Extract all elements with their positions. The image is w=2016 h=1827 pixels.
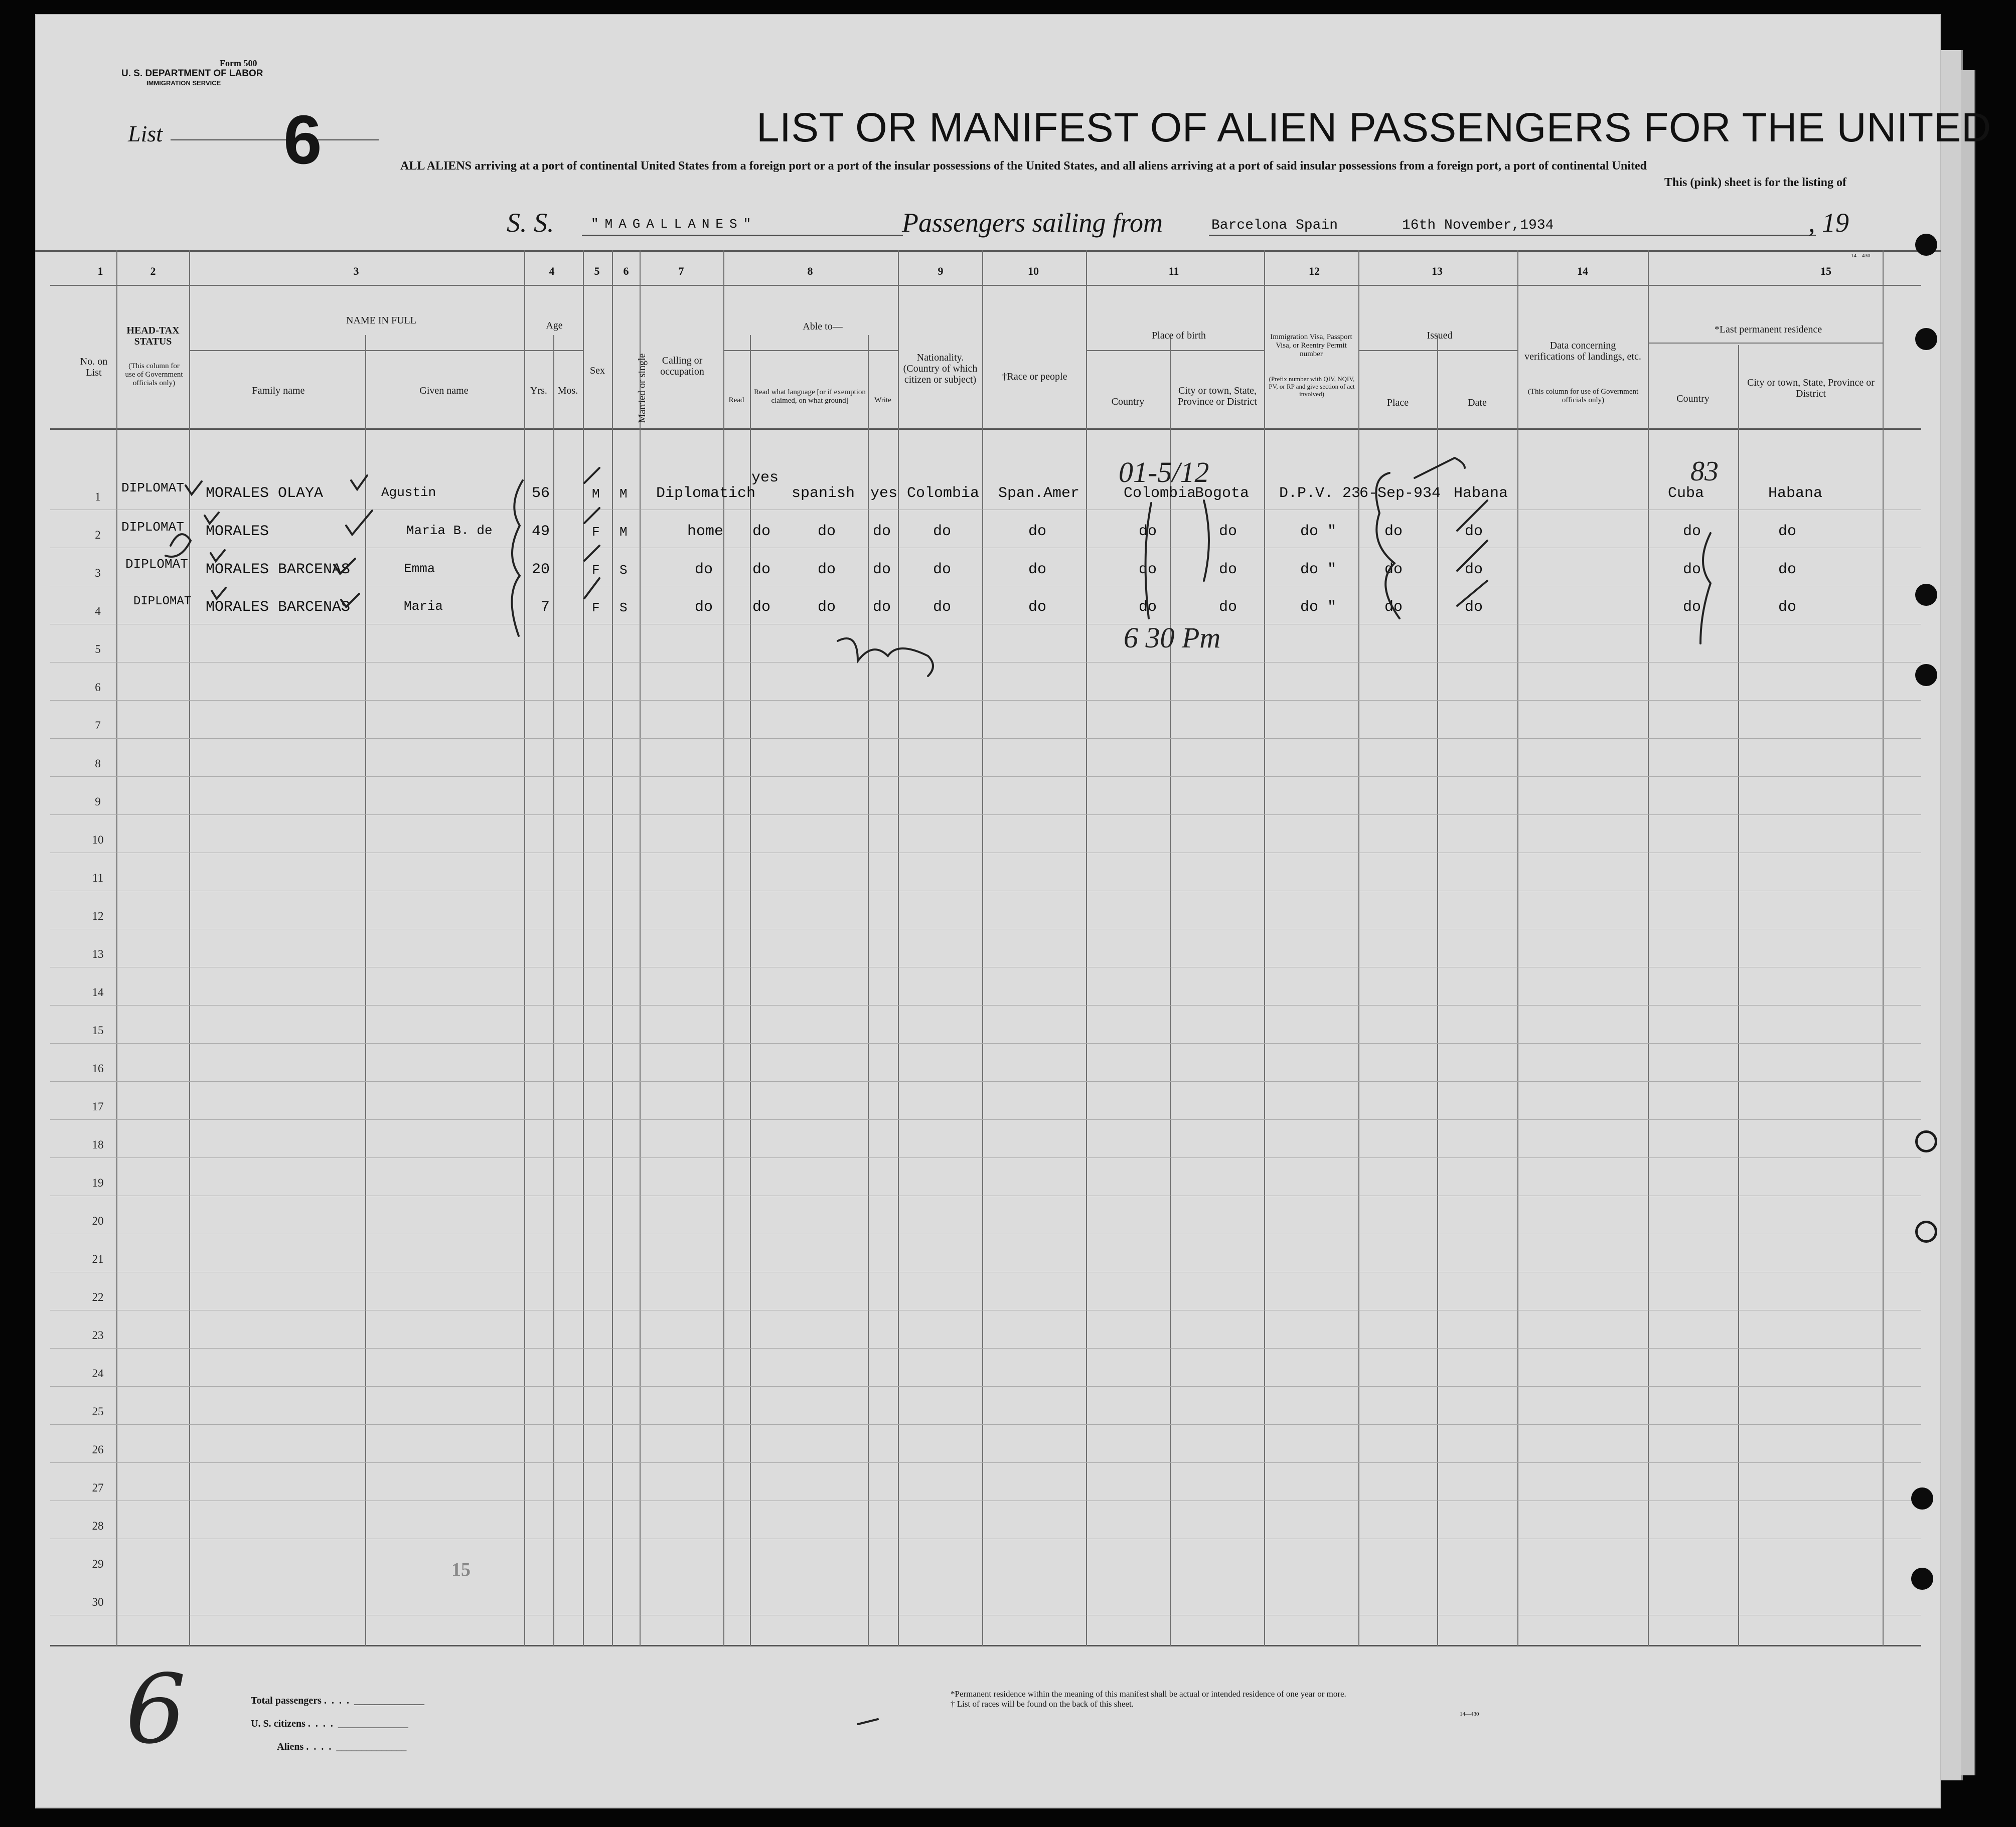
row-number: 9 bbox=[95, 795, 101, 808]
write-cell: do bbox=[873, 561, 891, 578]
header-read-language: Read what language [or if exemption claimed, on what ground] bbox=[754, 388, 866, 405]
nationality-cell: do bbox=[933, 523, 952, 540]
footer-note-residence: *Permanent residence within the meaning of this manifest shall be actual or intended residence of one year or more. bbox=[951, 1689, 1346, 1699]
sailing-label: Passengers sailing from bbox=[902, 208, 1163, 238]
row-number: 10 bbox=[92, 834, 104, 846]
married-cell: S bbox=[619, 563, 628, 578]
issued-date-cell: do bbox=[1465, 523, 1483, 540]
family-name-cell: MORALES OLAYA bbox=[206, 485, 324, 502]
issued-place-cell: do bbox=[1384, 561, 1403, 578]
status-cell: DIPLOMAT bbox=[133, 595, 192, 608]
colnum: 1 bbox=[97, 265, 103, 277]
write-cell: do bbox=[873, 523, 891, 540]
res-country-cell: do bbox=[1683, 561, 1701, 578]
language-cell: do bbox=[818, 599, 836, 616]
form-number: Form 500 bbox=[220, 58, 257, 68]
calling-cell: do bbox=[695, 561, 713, 578]
read-cell: do bbox=[752, 561, 771, 578]
total-passengers-label: Total passengers ....______________ bbox=[251, 1695, 424, 1706]
calling-cell: do bbox=[695, 599, 713, 616]
read-cell: do bbox=[752, 523, 771, 540]
row-number: 21 bbox=[92, 1253, 104, 1265]
race-cell: do bbox=[1028, 599, 1047, 616]
age-cell: 56 bbox=[532, 485, 550, 502]
res-country-cell: Cuba bbox=[1668, 485, 1704, 502]
header-issued-date: Date bbox=[1468, 397, 1487, 408]
age-cell: 7 bbox=[541, 599, 550, 616]
row-number: 8 bbox=[95, 757, 101, 770]
given-name-cell: Maria bbox=[404, 599, 443, 614]
issued-date-cell: do bbox=[1465, 599, 1483, 616]
header-birth-city: City or town, State, Province or District bbox=[1178, 385, 1257, 407]
colnum: 12 bbox=[1309, 265, 1320, 277]
calling-cell: home bbox=[687, 523, 724, 540]
language-cell: do bbox=[818, 561, 836, 578]
race-cell: do bbox=[1028, 523, 1047, 540]
married-cell: M bbox=[619, 525, 628, 540]
read-cell: yes bbox=[751, 469, 779, 486]
paper-edge bbox=[1961, 70, 1975, 1775]
res-city-cell: do bbox=[1778, 561, 1797, 578]
header-able-to: Able to— bbox=[803, 321, 843, 332]
row-number: 7 bbox=[95, 719, 101, 732]
subtitle-line1: ALL ALIENS arriving at a port of continental United States from a foreign port or a port of the insular possessions of the United States, and all aliens arriving at a port of said insular possessions from a foreign port, a port of continental United bbox=[400, 159, 1647, 173]
sex-cell: F bbox=[592, 600, 600, 615]
service: IMMIGRATION SERVICE bbox=[146, 79, 221, 87]
form-code: 14—430 bbox=[1851, 253, 1871, 259]
row-number: 28 bbox=[92, 1520, 104, 1532]
header-calling: Calling or occupation bbox=[660, 355, 704, 377]
colnum: 11 bbox=[1168, 265, 1179, 277]
header-landing-note: (This column for use of Government officials only) bbox=[1527, 388, 1639, 404]
status-cell: DIPLOMAT bbox=[125, 557, 188, 572]
binder-hole bbox=[1915, 328, 1937, 350]
colnum: 7 bbox=[678, 265, 684, 277]
row-number: 19 bbox=[92, 1177, 104, 1189]
manifest-sheet bbox=[35, 14, 1991, 1808]
issued-place-cell: 6-Sep-934 bbox=[1359, 485, 1441, 502]
header-age: Age bbox=[546, 320, 563, 331]
birth-country-cell: do bbox=[1139, 599, 1157, 616]
family-name-cell: MORALES BARCENAS bbox=[206, 599, 351, 616]
stamp-number: 15 bbox=[451, 1559, 471, 1580]
nationality-cell: do bbox=[933, 561, 952, 578]
visa-cell: do " bbox=[1300, 561, 1337, 578]
row-number: 4 bbox=[95, 605, 101, 617]
res-country-cell: do bbox=[1683, 523, 1701, 540]
issued-place-cell: do bbox=[1384, 523, 1403, 540]
binder-hole bbox=[1911, 1568, 1933, 1590]
handwritten-residence-note: 83 bbox=[1690, 456, 1719, 487]
binder-hole bbox=[1911, 1487, 1933, 1510]
list-label: List bbox=[128, 121, 163, 146]
page-title: LIST OR MANIFEST OF ALIEN PASSENGERS FOR THE UNITED bbox=[756, 105, 1991, 150]
header-issued: Issued bbox=[1427, 330, 1453, 341]
row-number: 13 bbox=[92, 948, 104, 960]
row-number: 2 bbox=[95, 529, 101, 541]
row-number: 23 bbox=[92, 1329, 104, 1342]
res-city-cell: do bbox=[1778, 599, 1797, 616]
header-married: Married or single bbox=[637, 353, 648, 423]
row-number: 20 bbox=[92, 1215, 104, 1227]
binder-hole bbox=[1915, 234, 1937, 256]
birth-city-cell: do bbox=[1219, 561, 1237, 578]
nationality-cell: do bbox=[933, 599, 952, 616]
paper-edge bbox=[1941, 50, 1963, 1780]
colnum: 9 bbox=[938, 265, 944, 277]
header-read: Read bbox=[728, 396, 744, 404]
nationality-cell: Colombia bbox=[907, 485, 980, 502]
colnum: 2 bbox=[150, 265, 156, 277]
write-cell: do bbox=[873, 599, 891, 616]
footer-form-code: 14—430 bbox=[1460, 1711, 1479, 1717]
header-landing: Data concerning verifications of landings, etc. bbox=[1524, 340, 1641, 362]
header-no-on-list: No. on List bbox=[80, 356, 108, 378]
status-cell: DIPLOMAT bbox=[121, 480, 184, 495]
colnum: 14 bbox=[1577, 265, 1588, 277]
binder-hole bbox=[1915, 664, 1937, 686]
given-name-cell: Emma bbox=[404, 561, 435, 576]
header-visa: Immigration Visa, Passport Visa, or Reentry Permit number bbox=[1270, 333, 1352, 358]
header-yrs: Yrs. bbox=[530, 385, 547, 396]
colnum: 5 bbox=[594, 265, 600, 277]
header-issued-place: Place bbox=[1386, 397, 1409, 408]
header-birth-country: Country bbox=[1111, 396, 1145, 407]
row-number: 14 bbox=[92, 986, 104, 999]
header-family-name: Family name bbox=[252, 385, 305, 396]
age-cell: 49 bbox=[532, 523, 550, 540]
issued-place-cell: do bbox=[1384, 599, 1403, 616]
row-number: 22 bbox=[92, 1291, 104, 1303]
header-name-in-full: NAME IN FULL bbox=[346, 315, 416, 326]
age-cell: 20 bbox=[532, 561, 550, 578]
handwritten-marks bbox=[35, 14, 1941, 1808]
sex-cell: M bbox=[592, 486, 600, 502]
birth-city-cell: do bbox=[1219, 523, 1237, 540]
family-name-cell: MORALES BARCENAS bbox=[206, 561, 351, 578]
status-cell: DIPLOMAT bbox=[121, 520, 184, 535]
header-nationality: Nationality. (Country of which citizen or subject) bbox=[903, 352, 978, 385]
visa-cell: do " bbox=[1300, 523, 1337, 540]
row-number: 16 bbox=[92, 1062, 104, 1075]
row-number: 30 bbox=[92, 1596, 104, 1608]
race-cell: do bbox=[1028, 561, 1047, 578]
row-number: 26 bbox=[92, 1443, 104, 1456]
read-cell: do bbox=[752, 599, 771, 616]
issued-date-cell: do bbox=[1465, 561, 1483, 578]
res-country-cell: do bbox=[1683, 599, 1701, 616]
binder-hole bbox=[1915, 584, 1937, 606]
visa-cell: do " bbox=[1300, 599, 1337, 616]
handwritten-time-note: 6 30 Pm bbox=[1124, 621, 1221, 654]
us-citizens-label: U. S. citizens ....______________ bbox=[251, 1718, 408, 1729]
departure-date: 16th November,1934 bbox=[1402, 218, 1554, 233]
header-given-name: Given name bbox=[419, 385, 469, 396]
sex-cell: F bbox=[592, 525, 600, 540]
family-name-cell: MORALES bbox=[206, 523, 269, 540]
language-cell: do bbox=[818, 523, 836, 540]
department: U. S. DEPARTMENT OF LABOR bbox=[121, 68, 263, 79]
row-number: 6 bbox=[95, 681, 101, 694]
header-head-tax-note: (This column for use of Government officials only) bbox=[125, 362, 183, 387]
calling-cell: Diplomatich bbox=[656, 485, 756, 502]
row-number: 1 bbox=[95, 490, 101, 503]
departure-port: Barcelona Spain bbox=[1211, 218, 1338, 233]
married-cell: S bbox=[619, 600, 628, 615]
subtitle-line2: This (pink) sheet is for the listing of bbox=[1664, 176, 1846, 189]
header-place-of-birth: Place of birth bbox=[1152, 330, 1206, 341]
given-name-cell: Maria B. de bbox=[406, 523, 493, 538]
sex-cell: F bbox=[592, 563, 600, 578]
handwritten-birth-note: 01-5/12 bbox=[1119, 456, 1209, 488]
row-number: 24 bbox=[92, 1367, 104, 1380]
header-mos: Mos. bbox=[557, 385, 578, 396]
ship-name: "MAGALLANES" bbox=[591, 217, 757, 232]
header-race: †Race or people bbox=[1002, 371, 1067, 382]
write-cell: yes bbox=[870, 485, 898, 502]
birth-country-cell: do bbox=[1139, 561, 1157, 578]
header-res-city: City or town, State, Province or District bbox=[1747, 377, 1875, 399]
given-name-cell: Agustin bbox=[381, 485, 436, 500]
binder-hole bbox=[1915, 1221, 1937, 1243]
birth-city-cell: Bogota bbox=[1195, 485, 1250, 502]
header-write: Write bbox=[874, 396, 891, 404]
header-visa-note: (Prefix number with QIV, NQIV, PV, or RP and give section of act involved) bbox=[1269, 375, 1355, 398]
handwritten-page-number: 6 bbox=[125, 1654, 186, 1765]
row-number: 11 bbox=[92, 872, 104, 884]
header-sex: Sex bbox=[590, 365, 605, 376]
colnum: 15 bbox=[1820, 265, 1831, 277]
list-number: 6 bbox=[283, 101, 322, 179]
year-label: , 19 bbox=[1808, 208, 1849, 238]
issued-date-cell: Habana bbox=[1454, 485, 1508, 502]
footer-note-races: † List of races will be found on the back of this sheet. bbox=[951, 1699, 1134, 1709]
header-res-country: Country bbox=[1676, 393, 1710, 404]
row-number: 5 bbox=[95, 643, 101, 655]
married-cell: M bbox=[619, 486, 628, 502]
colnum: 6 bbox=[623, 265, 629, 277]
colnum: 13 bbox=[1432, 265, 1443, 277]
row-number: 12 bbox=[92, 910, 104, 922]
row-number: 18 bbox=[92, 1138, 104, 1151]
header-residence: *Last permanent residence bbox=[1714, 324, 1822, 335]
ss-label: S. S. bbox=[507, 208, 554, 238]
race-cell: Span.Amer bbox=[998, 485, 1080, 502]
res-city-cell: Habana bbox=[1768, 485, 1823, 502]
row-number: 25 bbox=[92, 1405, 104, 1418]
birth-city-cell: do bbox=[1219, 599, 1237, 616]
colnum: 3 bbox=[353, 265, 359, 277]
colnum: 10 bbox=[1028, 265, 1039, 277]
colnum: 4 bbox=[549, 265, 555, 277]
colnum: 8 bbox=[807, 265, 813, 277]
birth-country-cell: Colombia bbox=[1124, 485, 1196, 502]
language-cell: spanish bbox=[792, 485, 855, 502]
binder-hole bbox=[1915, 1130, 1937, 1152]
row-number: 29 bbox=[92, 1558, 104, 1570]
aliens-label: Aliens ....______________ bbox=[277, 1741, 407, 1752]
header-head-tax: HEAD-TAX STATUS bbox=[126, 325, 180, 347]
row-number: 27 bbox=[92, 1481, 104, 1494]
visa-cell: D.P.V. 23 bbox=[1279, 485, 1361, 502]
res-city-cell: do bbox=[1778, 523, 1797, 540]
row-number: 3 bbox=[95, 567, 101, 579]
birth-country-cell: do bbox=[1139, 523, 1157, 540]
row-number: 15 bbox=[92, 1024, 104, 1037]
row-number: 17 bbox=[92, 1100, 104, 1113]
